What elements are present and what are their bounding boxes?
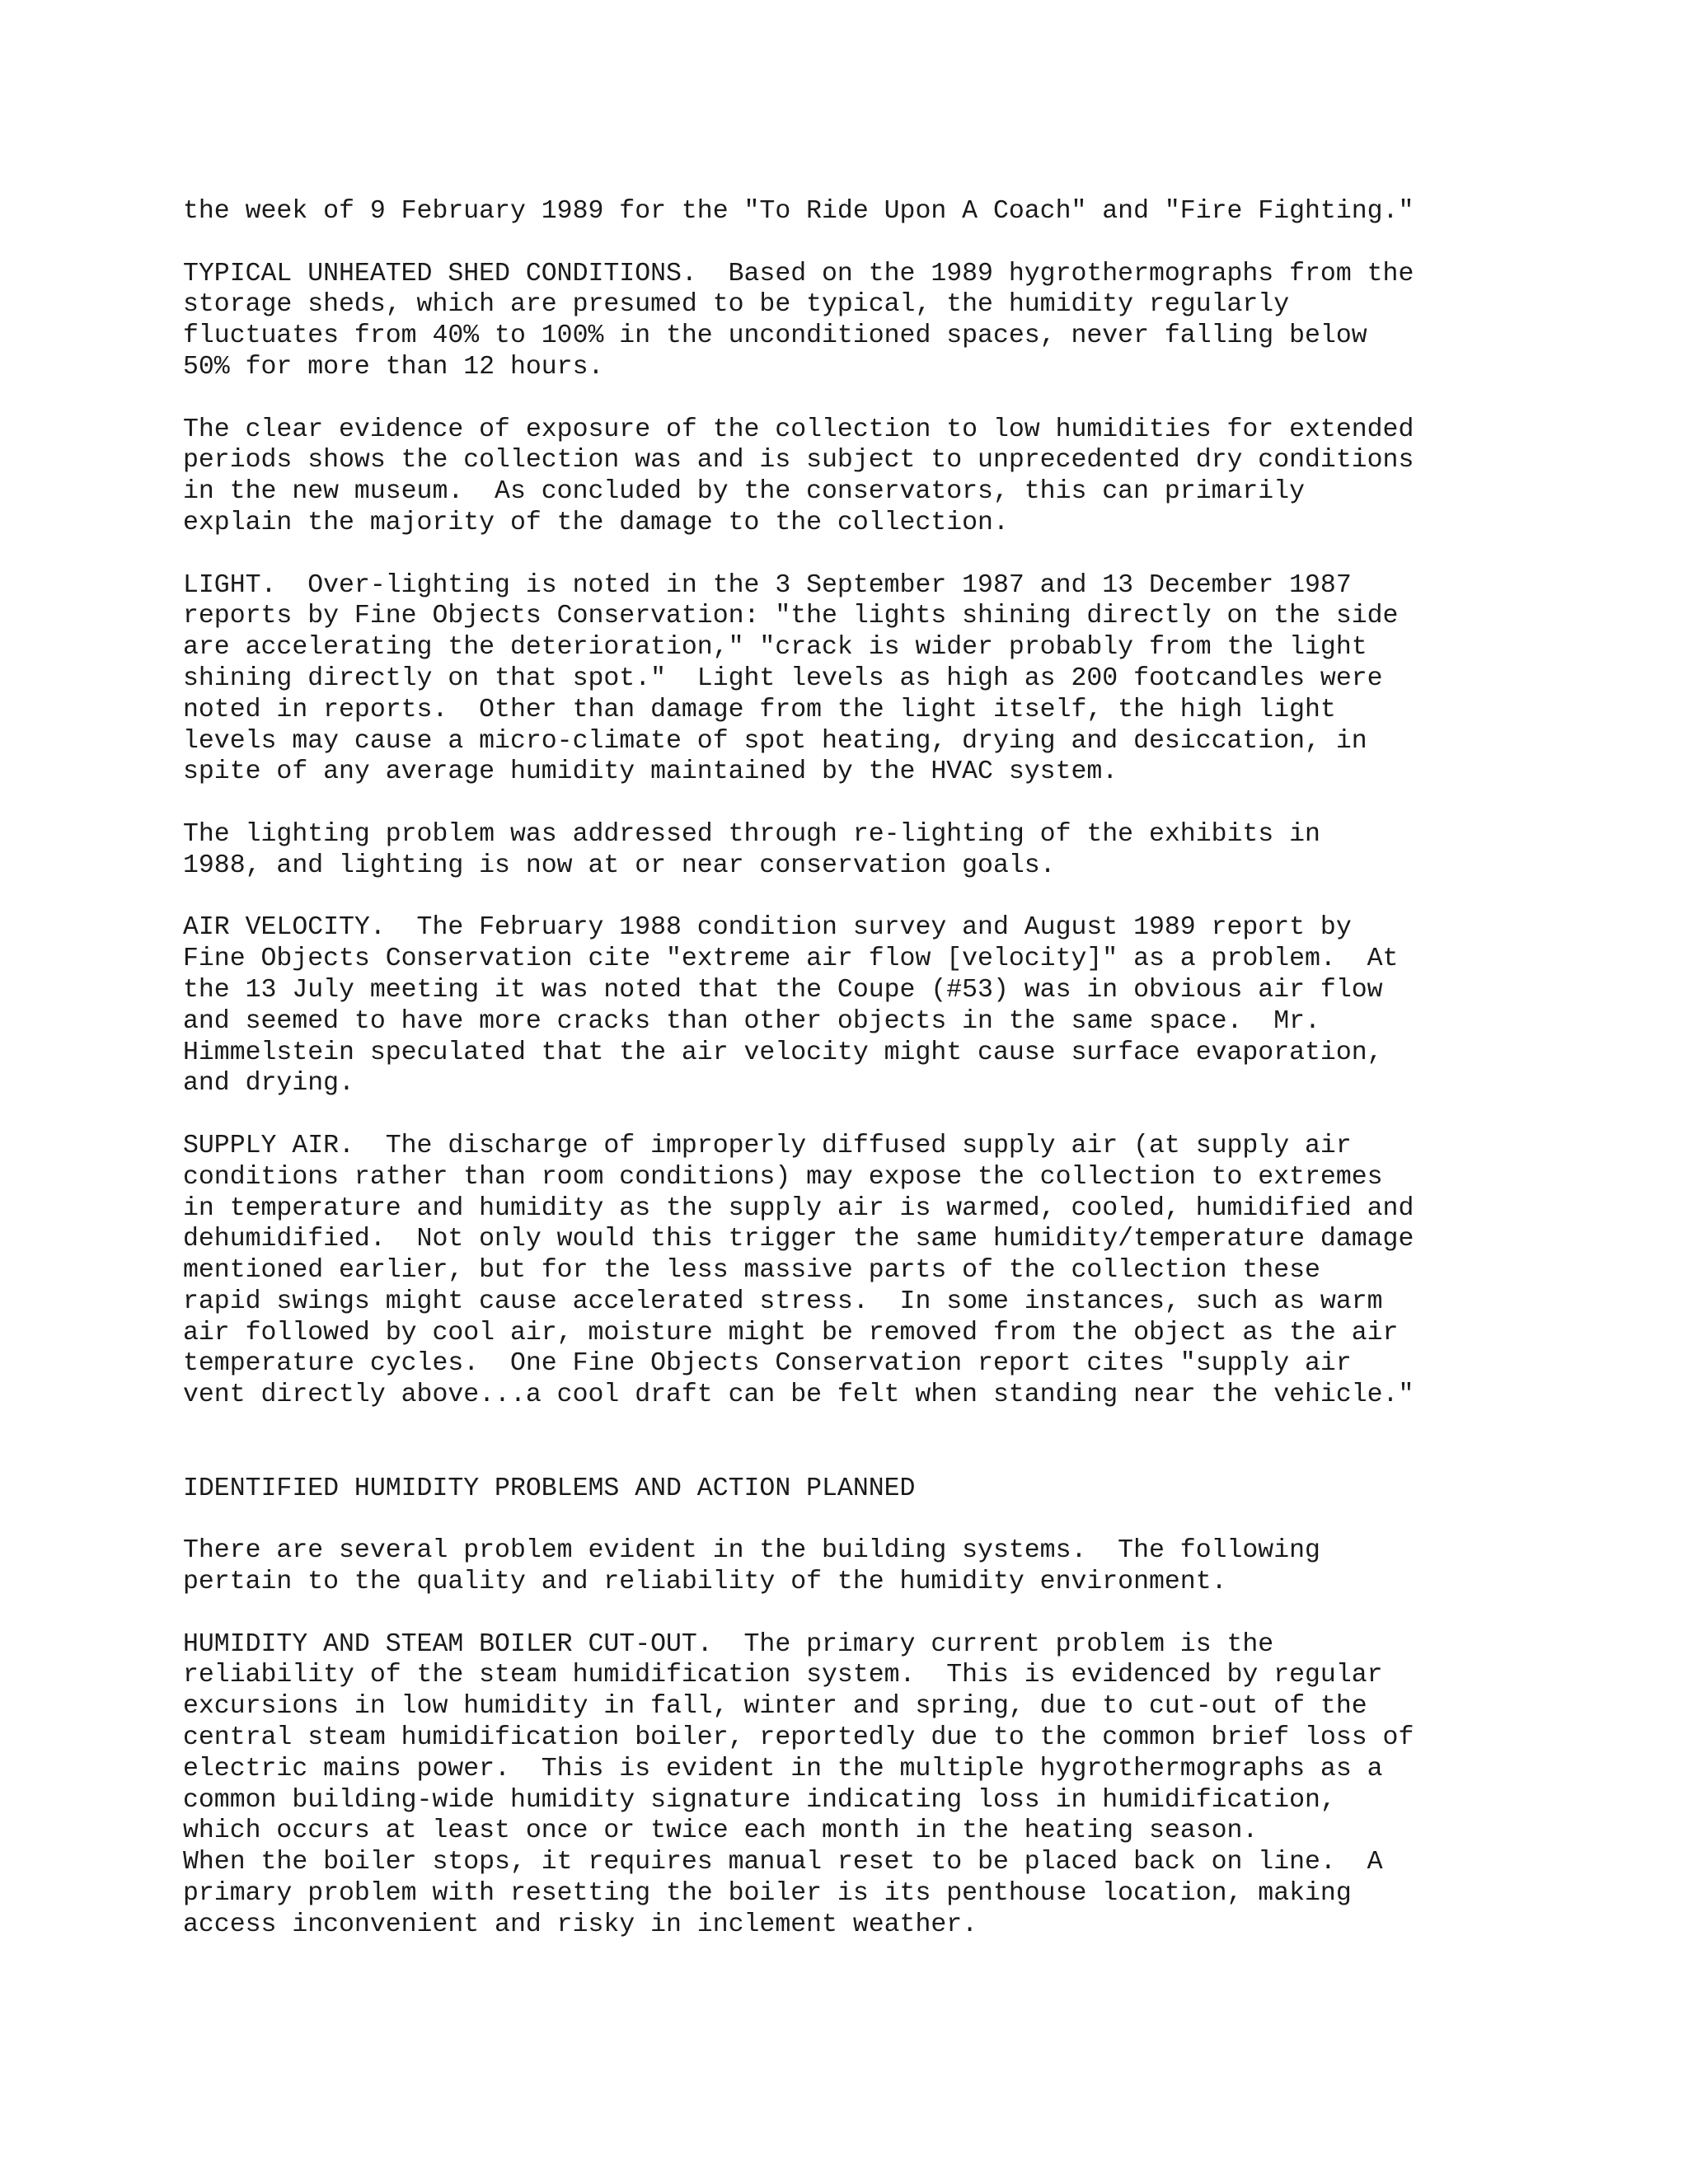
text-line: The clear evidence of exposure of the collection to low humidities for extended [183,415,1414,444]
text-line: shining directly on that spot." Light levels as high as 200 footcandles were [183,663,1383,693]
text-line: vent directly above...a cool draft can be felt when standing near the vehicle." [183,1380,1414,1410]
text-line: storage sheds, which are presumed to be typical, the humidity regularly [183,290,1290,320]
text-line: and seemed to have more cracks than other objects in the same space. Mr. [183,1006,1320,1036]
text-line: reliability of the steam humidification system. This is evidenced by regular [183,1661,1383,1690]
text-line: Himmelstein speculated that the air velocity might cause surface evaporation, [183,1038,1383,1067]
problems-intro-paragraph [183,1535,1518,1598]
text-line: HUMIDITY AND STEAM BOILER CUT-OUT. The primary current problem is the [183,1629,1274,1659]
text-line: When the boiler stops, it requires manual reset to be placed back on line. A [183,1848,1383,1877]
section-gap [183,1411,1518,1474]
text-line: electric mains power. This is evident in the multiple hygrothermographs as a [183,1754,1383,1783]
text-line: reports by Fine Objects Conservation: "the lights shining directly on the side [183,602,1399,631]
text-line: 1988, and lighting is now at or near conservation goals. [183,851,1056,880]
text-line: the week of 9 February 1989 for the "To Ride Upon A Coach" and "Fire Fighting." [183,197,1414,226]
shed-conditions-paragraph [183,259,1518,383]
intro-paragraph [183,196,1518,227]
light-paragraph [183,570,1518,789]
text-line: in temperature and humidity as the supply air is warmed, cooled, humidified and [183,1193,1414,1223]
evidence-paragraph [183,415,1518,539]
paragraph-gap [183,1598,1518,1629]
text-line: rapid swings might cause accelerated stress. In some instances, such as warm [183,1286,1383,1316]
text-line: The lighting problem was addressed through re-lighting of the exhibits in [183,819,1320,849]
air-velocity-paragraph [183,912,1518,1099]
text-line: which occurs at least once or twice each month in the heating season. [183,1816,1259,1846]
text-line: pertain to the quality and reliability of the humidity environment. [183,1568,1227,1597]
text-line: access inconvenient and risky in inclement weather. [183,1910,978,1939]
text-line: 50% for more than 12 hours. [183,352,604,382]
text-line: air followed by cool air, moisture might be removed from the object as the air [183,1318,1399,1347]
paragraph-gap [183,383,1518,415]
text-line: Fine Objects Conservation cite "extreme air flow [velocity]" as a problem. At [183,944,1399,974]
section-heading-text: IDENTIFIED HUMIDITY PROBLEMS AND ACTION PLANNED [183,1474,916,1503]
relighting-paragraph [183,819,1518,882]
paragraph-gap [183,539,1518,570]
text-line: excursions in low humidity in fall, winter and spring, due to cut-out of the [183,1692,1367,1722]
text-line: are accelerating the deterioration," "crack is wider probably from the light [183,633,1367,663]
text-line: spite of any average humidity maintained by the HVAC system. [183,757,1118,787]
text-line: in the new museum. As concluded by the conservators, this can primarily [183,477,1306,507]
text-line: AIR VELOCITY. The February 1988 condition survey and August 1989 report by [183,913,1352,943]
text-line: conditions rather than room conditions) may expose the collection to extremes [183,1162,1383,1192]
text-line: temperature cycles. One Fine Objects Conservation report cites "supply air [183,1349,1352,1379]
text-line: the 13 July meeting it was noted that the Coupe (#53) was in obvious air flow [183,975,1383,1005]
text-line: SUPPLY AIR. The discharge of improperly diffused supply air (at supply air [183,1131,1352,1160]
paragraph-gap [183,1504,1518,1535]
document-body [183,196,1518,1941]
paragraph-gap [183,1099,1518,1131]
text-line: common building-wide humidity signature indicating loss in humidification, [183,1785,1336,1815]
boiler-cutout-paragraph [183,1629,1518,1941]
text-line: explain the majority of the damage to the collection. [183,508,1009,537]
text-line: mentioned earlier, but for the less massive parts of the collection these [183,1256,1320,1286]
text-line: There are several problem evident in the building systems. The following [183,1536,1320,1566]
text-line: LIGHT. Over-lighting is noted in the 3 September 1987 and 13 December 1987 [183,570,1352,600]
paragraph-gap [183,227,1518,259]
text-line: central steam humidification boiler, reportedly due to the common brief loss of [183,1723,1414,1753]
text-line: and drying. [183,1069,354,1099]
text-line: levels may cause a micro-climate of spot heating, drying and desiccation, in [183,726,1367,756]
text-line: periods shows the collection was and is subject to unprecedented dry conditions [183,446,1414,476]
text-line: primary problem with resetting the boiler is its penthouse location, making [183,1879,1352,1909]
section-heading [183,1474,1518,1505]
paragraph-gap [183,882,1518,913]
supply-air-paragraph [183,1131,1518,1411]
text-line: TYPICAL UNHEATED SHED CONDITIONS. Based on the 1989 hygrothermographs from the [183,259,1414,288]
paragraph-gap [183,788,1518,819]
text-line: fluctuates from 40% to 100% in the unconditioned spaces, never falling below [183,321,1367,351]
text-line: dehumidified. Not only would this trigger the same humidity/temperature damage [183,1225,1414,1254]
text-line: noted in reports. Other than damage from the light itself, the high light [183,695,1336,724]
